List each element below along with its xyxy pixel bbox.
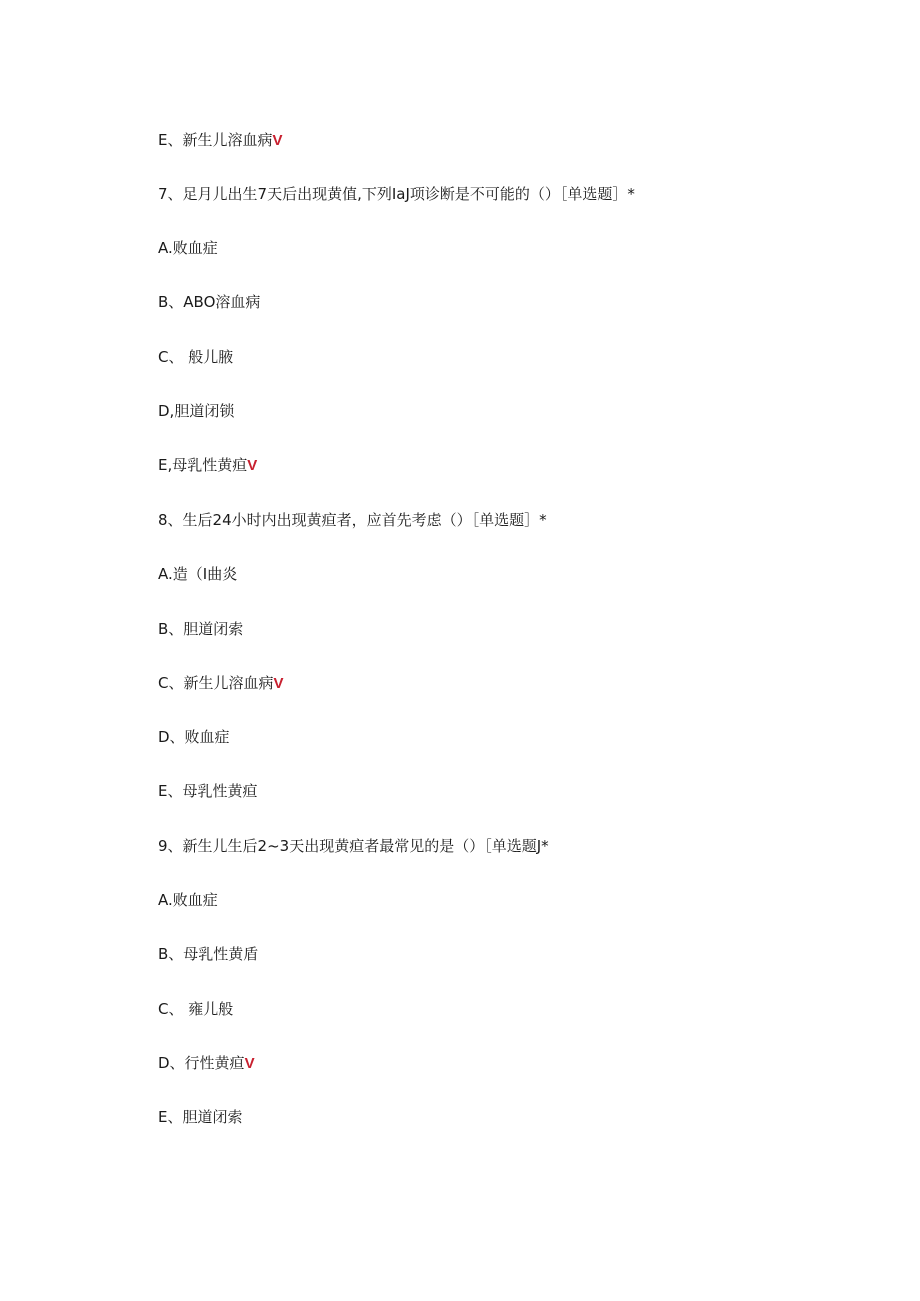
question-text: 9、新生儿生后2~3天出现黄疸者最常见的是（）［单选题J*	[158, 837, 549, 855]
answer-checkmark: V	[244, 1055, 255, 1072]
option-line	[158, 890, 218, 911]
answer-checkmark: V	[272, 132, 283, 149]
option-line	[158, 401, 234, 422]
option-text: C、 雍儿般	[158, 1000, 234, 1018]
question-text: 8、生后24小时内出现黄疸者，应首先考虑（）［单选题］*	[158, 511, 547, 529]
option-text: A.造（I曲炎	[158, 565, 238, 583]
option-text: D、败血症	[158, 728, 230, 746]
option-text: E、母乳性黄疸	[158, 782, 258, 800]
question-text: 7、足月儿出生7天后出现黄值,下列IaJ项诊断是不可能的（）［单选题］*	[158, 185, 635, 203]
option-text: E、新生儿溶血病	[158, 131, 273, 149]
option-line	[158, 727, 230, 748]
option-text: C、新生儿溶血病	[158, 674, 274, 692]
option-line	[158, 347, 233, 368]
answer-checkmark: V	[247, 457, 258, 474]
option-line	[158, 944, 258, 965]
question-line	[158, 184, 635, 205]
option-line	[158, 619, 243, 640]
option-text: D、行性黄疸	[158, 1054, 245, 1072]
option-line	[158, 238, 218, 259]
option-line	[158, 999, 233, 1020]
answer-checkmark: V	[273, 675, 284, 692]
option-text: E,母乳性黄疸	[158, 456, 248, 474]
option-line	[158, 781, 257, 802]
option-text: B、母乳性黄盾	[158, 945, 259, 963]
option-line	[158, 1053, 255, 1074]
question-line	[158, 510, 547, 531]
option-text: B、胆道闭索	[158, 620, 244, 638]
option-line	[158, 1107, 242, 1128]
option-text: B、ABO溶血病	[158, 293, 261, 311]
option-line	[158, 564, 237, 585]
option-text: A.败血症	[158, 239, 218, 257]
option-text: E、胆道闭索	[158, 1108, 243, 1126]
option-line	[158, 292, 260, 313]
option-text: D,胆道闭锁	[158, 402, 235, 420]
option-line	[158, 673, 284, 694]
option-text: A.败血症	[158, 891, 218, 909]
question-line	[158, 836, 549, 857]
option-line	[158, 130, 283, 151]
option-line	[158, 455, 257, 476]
option-text: C、 般儿腋	[158, 348, 234, 366]
